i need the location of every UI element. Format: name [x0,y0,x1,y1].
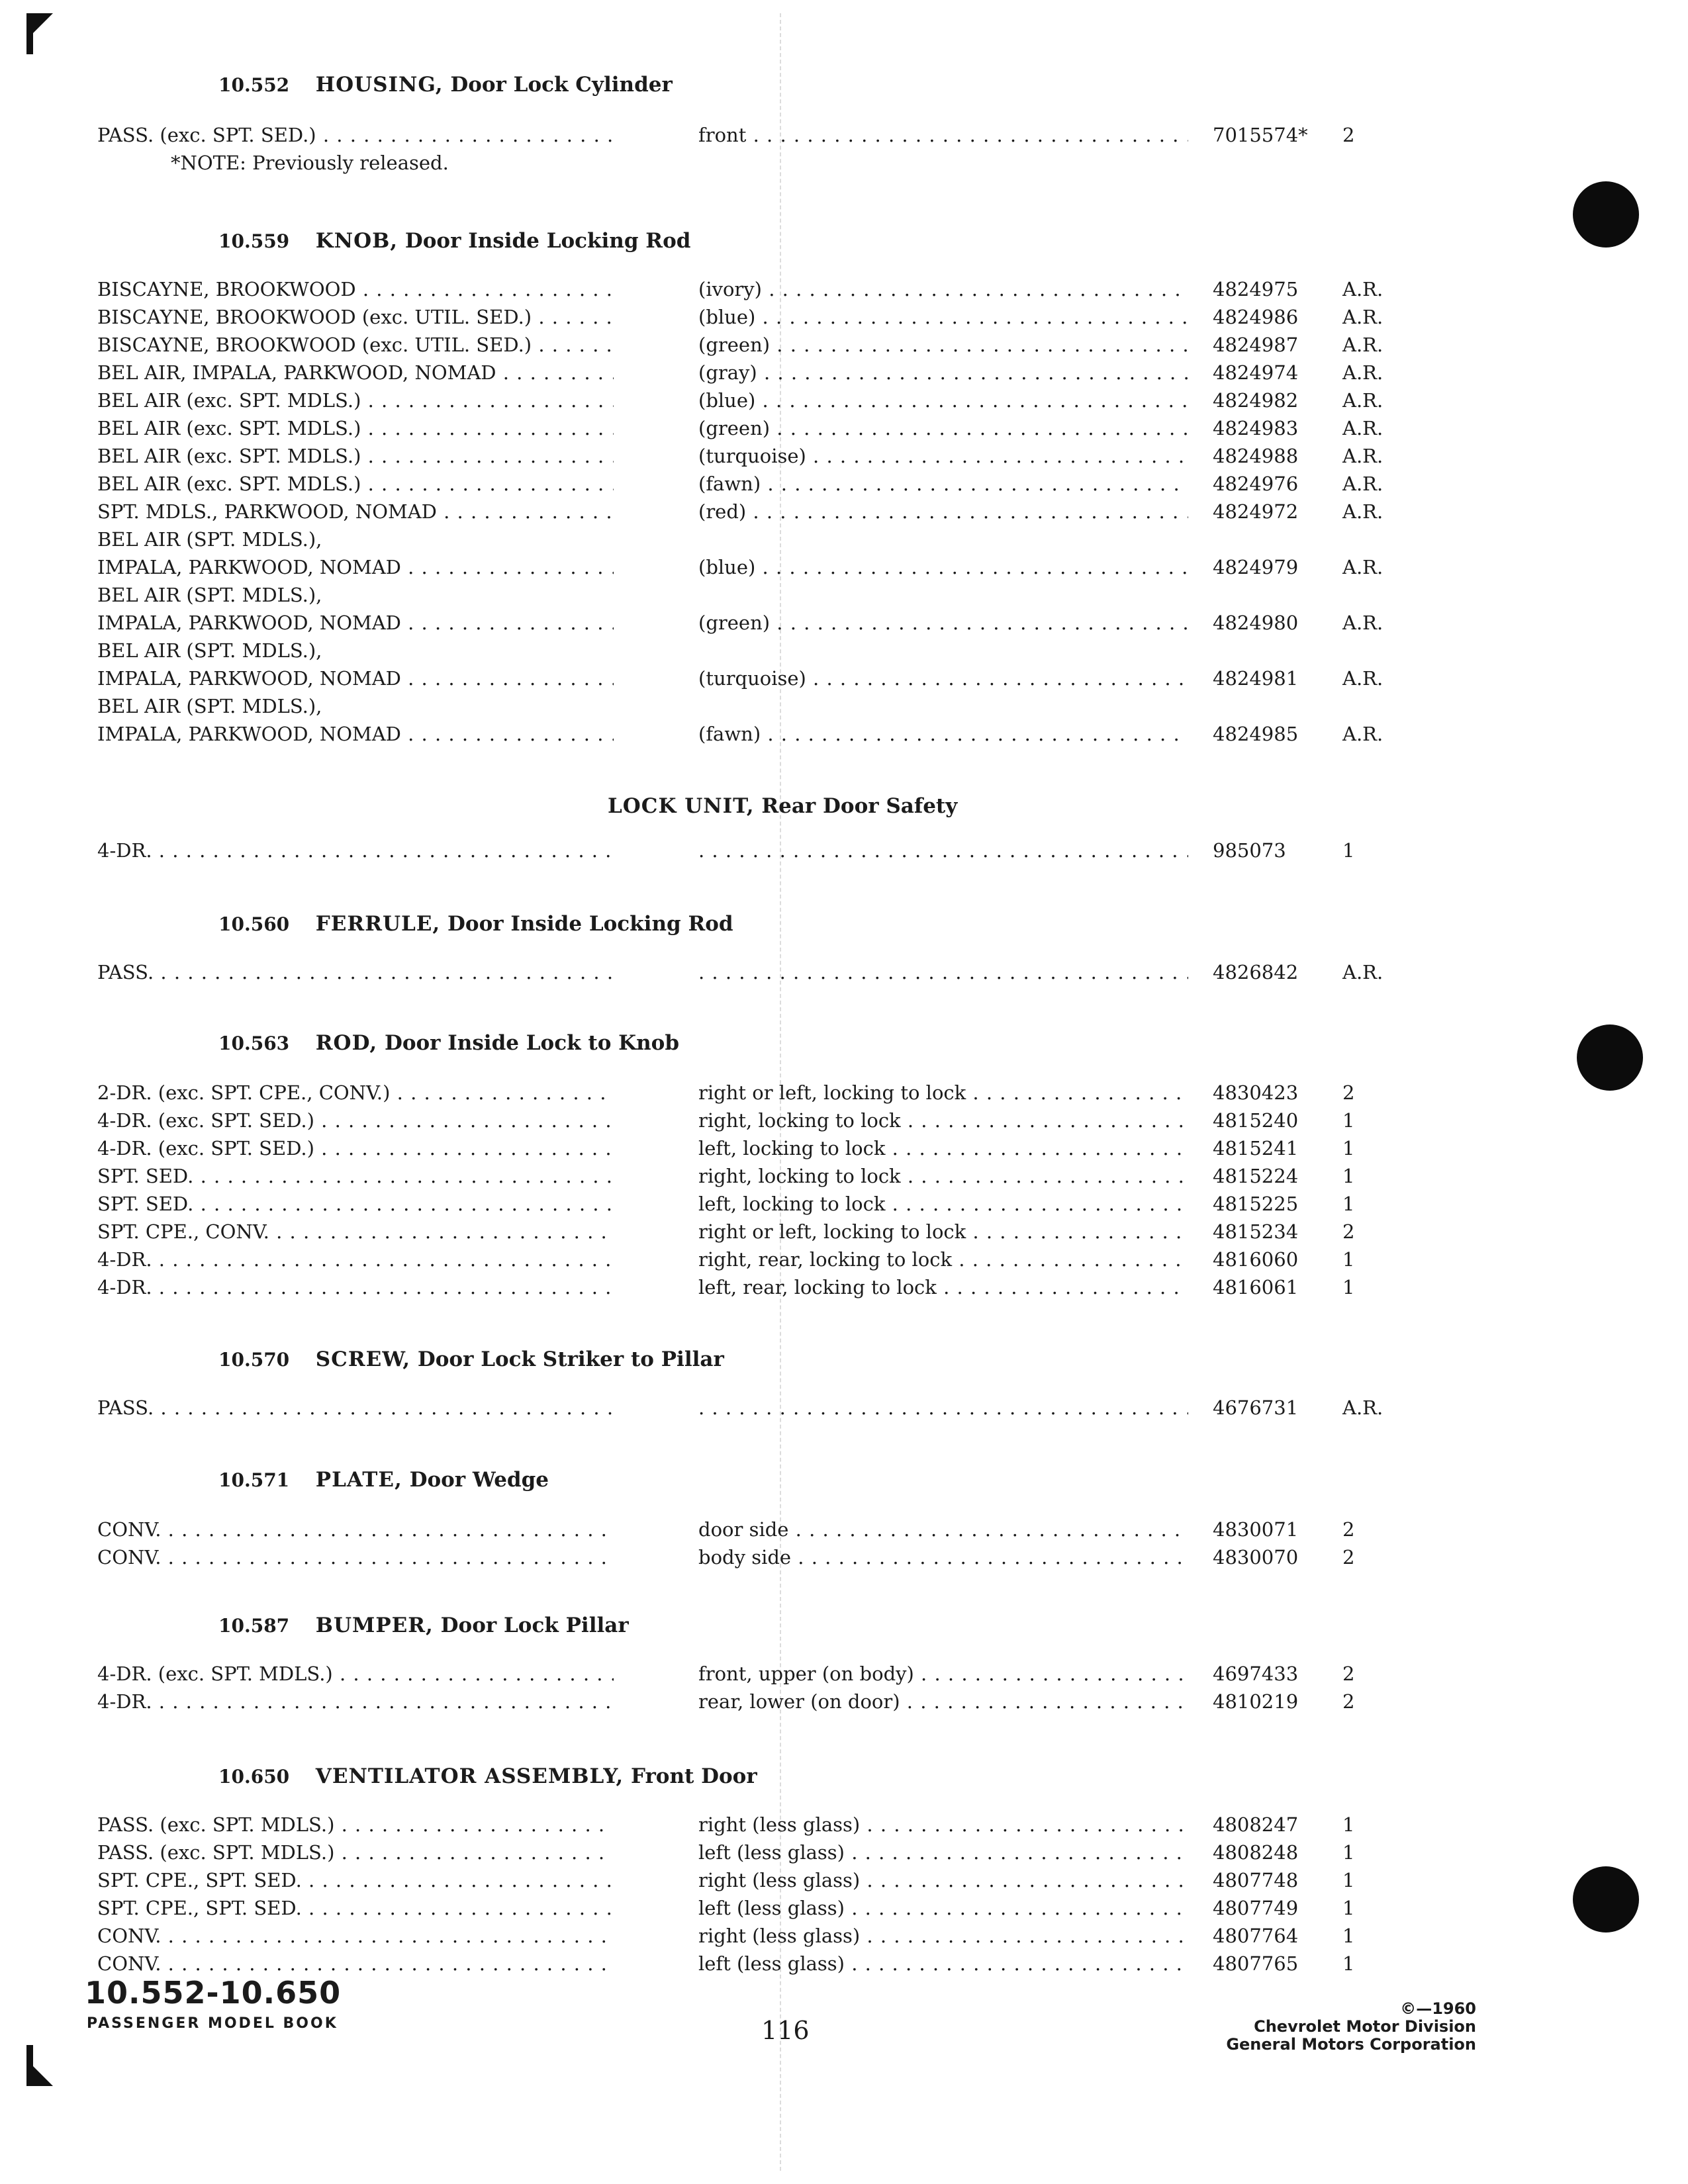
model-cell: PASS. (exc. SPT. MDLS.) . . . [97,1839,614,1866]
section-name: ROD, [315,1031,378,1055]
corporation-name: General Motors Corporation [1226,2035,1476,2054]
quantity: 2 [1342,1518,1355,1541]
description-cell: right or left, locking to lock . . . [698,1218,1188,1246]
part-number: 985073 [1213,839,1286,862]
model-cell: BISCAYNE, BROOKWOOD . . . [97,275,614,303]
model-cell: BEL AIR (exc. SPT. MDLS.) . . . [97,387,614,414]
description-cell: (green) . . . [698,609,1188,637]
part-number: 4808247 [1213,1813,1299,1836]
description-cell: left, rear, locking to lock . . . [698,1273,1188,1301]
table-row [0,275,1688,303]
quantity: A.R. [1342,612,1383,634]
section-heading [218,1612,629,1639]
model-cell: SPT. CPE., SPT. SED. . . . [97,1866,614,1894]
table-row [0,414,1688,442]
model-cell: IMPALA, PARKWOOD, NOMAD . . . [97,609,614,637]
table-row [0,331,1688,359]
corner-mark-top-left-bar [26,13,33,54]
table-row [0,692,1688,748]
quantity: A.R. [1342,723,1383,745]
part-number: 4815224 [1213,1165,1299,1187]
part-number: 4830070 [1213,1546,1299,1569]
section-name: KNOB, [315,229,399,253]
part-number: 7015574* [1213,124,1308,146]
model-cell: SPT. CPE., SPT. SED. . . . [97,1894,614,1922]
description-cell: front . . . [698,121,1188,149]
model-cell-line1: BEL AIR (SPT. MDLS.), [97,584,322,606]
description-cell: (turquoise) . . . [698,442,1188,470]
table-row [0,1079,1688,1107]
section-number: 10.563 [218,1032,290,1054]
section-description: Door Inside Locking Rod [447,912,733,936]
section-heading [218,71,673,98]
table-row [0,1839,1688,1866]
part-number: 4824980 [1213,612,1299,634]
section-name: FERRULE, [315,912,441,936]
table-row [0,442,1688,470]
quantity: 1 [1342,839,1355,862]
table-row [0,1516,1688,1543]
part-number: 4816060 [1213,1248,1299,1271]
description-cell: right or left, locking to lock . . . [698,1079,1188,1107]
description-cell: front, upper (on body) . . . [698,1660,1188,1688]
section-description: Front Door [631,1764,757,1788]
model-cell: BISCAYNE, BROOKWOOD (exc. UTIL. SED.) . . . [97,303,614,331]
model-cell: BEL AIR (exc. SPT. MDLS.) . . . [97,470,614,498]
part-number: 4815240 [1213,1109,1299,1132]
table-row [0,303,1688,331]
quantity: 2 [1342,124,1355,146]
description-cell: right, locking to lock . . . [698,1107,1188,1134]
binder-hole-top [1573,181,1639,248]
section-name: VENTILATOR ASSEMBLY, [315,1764,624,1788]
part-number: 4824987 [1213,334,1299,356]
description-cell: left, locking to lock . . . [698,1190,1188,1218]
model-cell: PASS. . . . [97,958,614,986]
description-cell: left (less glass) . . . [698,1839,1188,1866]
model-cell: CONV. . . . [97,1516,614,1543]
model-cell: PASS. (exc. SPT. SED.) . . . [97,121,614,149]
table-row [0,1162,1688,1190]
quantity: A.R. [1342,1396,1383,1419]
part-number: 4815225 [1213,1193,1299,1215]
section-heading [218,1467,549,1493]
model-cell: SPT. CPE., CONV. . . . [97,1218,614,1246]
model-cell: IMPALA, PARKWOOD, NOMAD . . . [97,553,614,581]
part-number: 4824976 [1213,473,1299,495]
table-row [0,1950,1688,1978]
description-cell: left (less glass) . . . [698,1950,1188,1978]
quantity: A.R. [1342,961,1383,983]
part-number: 4824981 [1213,667,1299,690]
description-cell: right, locking to lock . . . [698,1162,1188,1190]
table-row [0,498,1688,525]
description-cell: door side . . . [698,1516,1188,1543]
section-number: 10.559 [218,230,290,252]
quantity: 1 [1342,1952,1355,1975]
description-cell [698,837,1188,864]
section-name: LOCK UNIT, [608,794,755,818]
quantity: 1 [1342,1897,1355,1919]
division-name: Chevrolet Motor Division [1254,2017,1476,2036]
table-row [0,1218,1688,1246]
table-row [0,1894,1688,1922]
part-number: 4824982 [1213,389,1299,412]
description-cell: (red) . . . [698,498,1188,525]
section-number: 10.571 [218,1469,290,1491]
section-heading [218,1346,724,1373]
quantity: 1 [1342,1276,1355,1298]
quantity: A.R. [1342,445,1383,467]
model-cell: IMPALA, PARKWOOD, NOMAD . . . [97,664,614,692]
part-number: 4807748 [1213,1869,1299,1891]
quantity: A.R. [1342,417,1383,439]
description-cell: right (less glass) . . . [698,1866,1188,1894]
part-number: 4676731 [1213,1396,1299,1419]
table-row [0,1134,1688,1162]
section-name: BUMPER, [315,1614,434,1637]
quantity: 1 [1342,1137,1355,1160]
description-cell [698,1394,1188,1422]
section-description: Door Wedge [409,1468,549,1492]
corner-mark-bottom-left-bar [26,2045,33,2086]
model-cell: 4-DR. (exc. SPT. MDLS.) . . . [97,1660,614,1688]
model-cell: CONV. . . . [97,1950,614,1978]
quantity: 1 [1342,1248,1355,1271]
model-cell: BEL AIR (exc. SPT. MDLS.) . . . [97,442,614,470]
description-cell: right (less glass) . . . [698,1922,1188,1950]
description-cell: (blue) . . . [698,387,1188,414]
quantity: 1 [1342,1193,1355,1215]
copyright-block [1226,2000,1476,2054]
section-heading [218,1030,679,1056]
section-number: 10.560 [218,913,290,935]
section-heading [218,228,690,254]
quantity: A.R. [1342,306,1383,328]
model-cell: PASS. (exc. SPT. MDLS.) . . . [97,1811,614,1839]
part-number: 4807749 [1213,1897,1299,1919]
table-row [0,1246,1688,1273]
quantity: 2 [1342,1662,1355,1685]
model-cell: SPT. SED. . . . [97,1162,614,1190]
description-cell: (turquoise) . . . [698,664,1188,692]
quantity: 2 [1342,1220,1355,1243]
quantity: 2 [1342,1690,1355,1713]
section-description: Door Lock Striker to Pillar [417,1347,724,1371]
table-row [0,837,1688,864]
quantity: A.R. [1342,278,1383,300]
model-cell: 2-DR. (exc. SPT. CPE., CONV.) . . . [97,1079,614,1107]
quantity: A.R. [1342,334,1383,356]
model-cell: 4-DR. (exc. SPT. SED.) . . . [97,1134,614,1162]
model-cell: 4-DR. . . . [97,1246,614,1273]
part-number: 4824986 [1213,306,1299,328]
section-number: 10.650 [218,1766,290,1788]
part-number: 4815234 [1213,1220,1299,1243]
part-number: 4807764 [1213,1925,1299,1947]
table-row [0,1107,1688,1134]
table-row [0,1688,1688,1715]
section-description: Door Inside Lock to Knob [384,1031,680,1055]
description-cell: (green) . . . [698,414,1188,442]
description-cell: left (less glass) . . . [698,1894,1188,1922]
model-cell: BEL AIR (exc. SPT. MDLS.) . . . [97,414,614,442]
table-row [0,387,1688,414]
part-number: 4824975 [1213,278,1299,300]
table-row [0,525,1688,581]
section-name: PLATE, [315,1468,402,1492]
table-row [0,637,1688,692]
table-row [0,359,1688,387]
quantity: 1 [1342,1165,1355,1187]
quantity: 2 [1342,1546,1355,1569]
quantity: A.R. [1342,556,1383,578]
model-cell-line1: BEL AIR (SPT. MDLS.), [97,639,322,662]
part-number: 4824974 [1213,361,1299,384]
model-cell: 4-DR. (exc. SPT. SED.) . . . [97,1107,614,1134]
part-number: 4824983 [1213,417,1299,439]
part-number: 4697433 [1213,1662,1299,1685]
section-name: SCREW, [315,1347,411,1371]
quantity: A.R. [1342,361,1383,384]
description-cell: right, rear, locking to lock . . . [698,1246,1188,1273]
part-number: 4824988 [1213,445,1299,467]
section-number: 10.570 [218,1349,290,1371]
quantity: 2 [1342,1081,1355,1104]
section-heading [218,911,733,937]
table-row [0,470,1688,498]
model-cell-line1: BEL AIR (SPT. MDLS.), [97,528,322,551]
model-cell-line1: BEL AIR (SPT. MDLS.), [97,695,322,717]
part-number: 4824972 [1213,500,1299,523]
quantity: A.R. [1342,473,1383,495]
description-cell [698,958,1188,986]
quantity: A.R. [1342,389,1383,412]
note: *NOTE: Previously released. [171,152,449,174]
part-number: 4824979 [1213,556,1299,578]
part-number: 4830423 [1213,1081,1299,1104]
model-cell: 4-DR. . . . [97,837,614,864]
section-description: Door Lock Pillar [440,1614,629,1637]
model-cell: BISCAYNE, BROOKWOOD (exc. UTIL. SED.) . . . [97,331,614,359]
table-row [0,1273,1688,1301]
description-cell: left, locking to lock . . . [698,1134,1188,1162]
section-name: HOUSING, [315,73,444,97]
model-cell: BEL AIR, IMPALA, PARKWOOD, NOMAD . . . [97,359,614,387]
description-cell: (green) . . . [698,331,1188,359]
part-number: 4815241 [1213,1137,1299,1160]
description-cell: (blue) . . . [698,553,1188,581]
section-heading [608,793,957,819]
section-description: Door Lock Cylinder [450,73,673,97]
quantity: A.R. [1342,500,1383,523]
part-number: 4824985 [1213,723,1299,745]
table-row [0,1543,1688,1571]
table-row [0,121,1688,149]
table-row [0,1866,1688,1894]
part-number: 4808248 [1213,1841,1299,1864]
section-description: Door Inside Locking Rod [404,229,691,253]
model-cell: CONV. . . . [97,1543,614,1571]
part-number: 4830071 [1213,1518,1299,1541]
page-range-code: 10.552-10.650 [85,1975,342,2011]
model-cell: SPT. MDLS., PARKWOOD, NOMAD . . . [97,498,614,525]
section-description: Rear Door Safety [761,794,958,818]
part-number: 4816061 [1213,1276,1299,1298]
table-row [0,958,1688,986]
book-title: PASSENGER MODEL BOOK [87,2015,338,2032]
quantity: 1 [1342,1813,1355,1836]
model-cell: IMPALA, PARKWOOD, NOMAD . . . [97,720,614,748]
table-row [0,1394,1688,1422]
quantity: 1 [1342,1109,1355,1132]
description-cell: (gray) . . . [698,359,1188,387]
table-row [0,1811,1688,1839]
section-number: 10.587 [218,1615,290,1637]
description-cell: (fawn) . . . [698,470,1188,498]
description-cell: (blue) . . . [698,303,1188,331]
model-cell: SPT. SED. . . . [97,1190,614,1218]
description-cell: (ivory) . . . [698,275,1188,303]
part-number: 4826842 [1213,961,1299,983]
description-cell: rear, lower (on door) . . . [698,1688,1188,1715]
description-cell: right (less glass) . . . [698,1811,1188,1839]
table-row [0,581,1688,637]
page-number: 116 [761,2016,810,2045]
model-cell: PASS. . . . [97,1394,614,1422]
quantity: 1 [1342,1869,1355,1891]
part-number: 4807765 [1213,1952,1299,1975]
table-row [0,1660,1688,1688]
quantity: 1 [1342,1841,1355,1864]
model-cell: 4-DR. . . . [97,1688,614,1715]
model-cell: 4-DR. . . . [97,1273,614,1301]
table-row [0,1922,1688,1950]
copyright-year: ©—1960 [1400,1999,1476,2018]
part-number: 4810219 [1213,1690,1299,1713]
quantity: A.R. [1342,667,1383,690]
table-row [0,1190,1688,1218]
description-cell: body side . . . [698,1543,1188,1571]
quantity: 1 [1342,1925,1355,1947]
model-cell: CONV. . . . [97,1922,614,1950]
section-heading [218,1763,757,1790]
description-cell: (fawn) . . . [698,720,1188,748]
section-number: 10.552 [218,74,290,96]
